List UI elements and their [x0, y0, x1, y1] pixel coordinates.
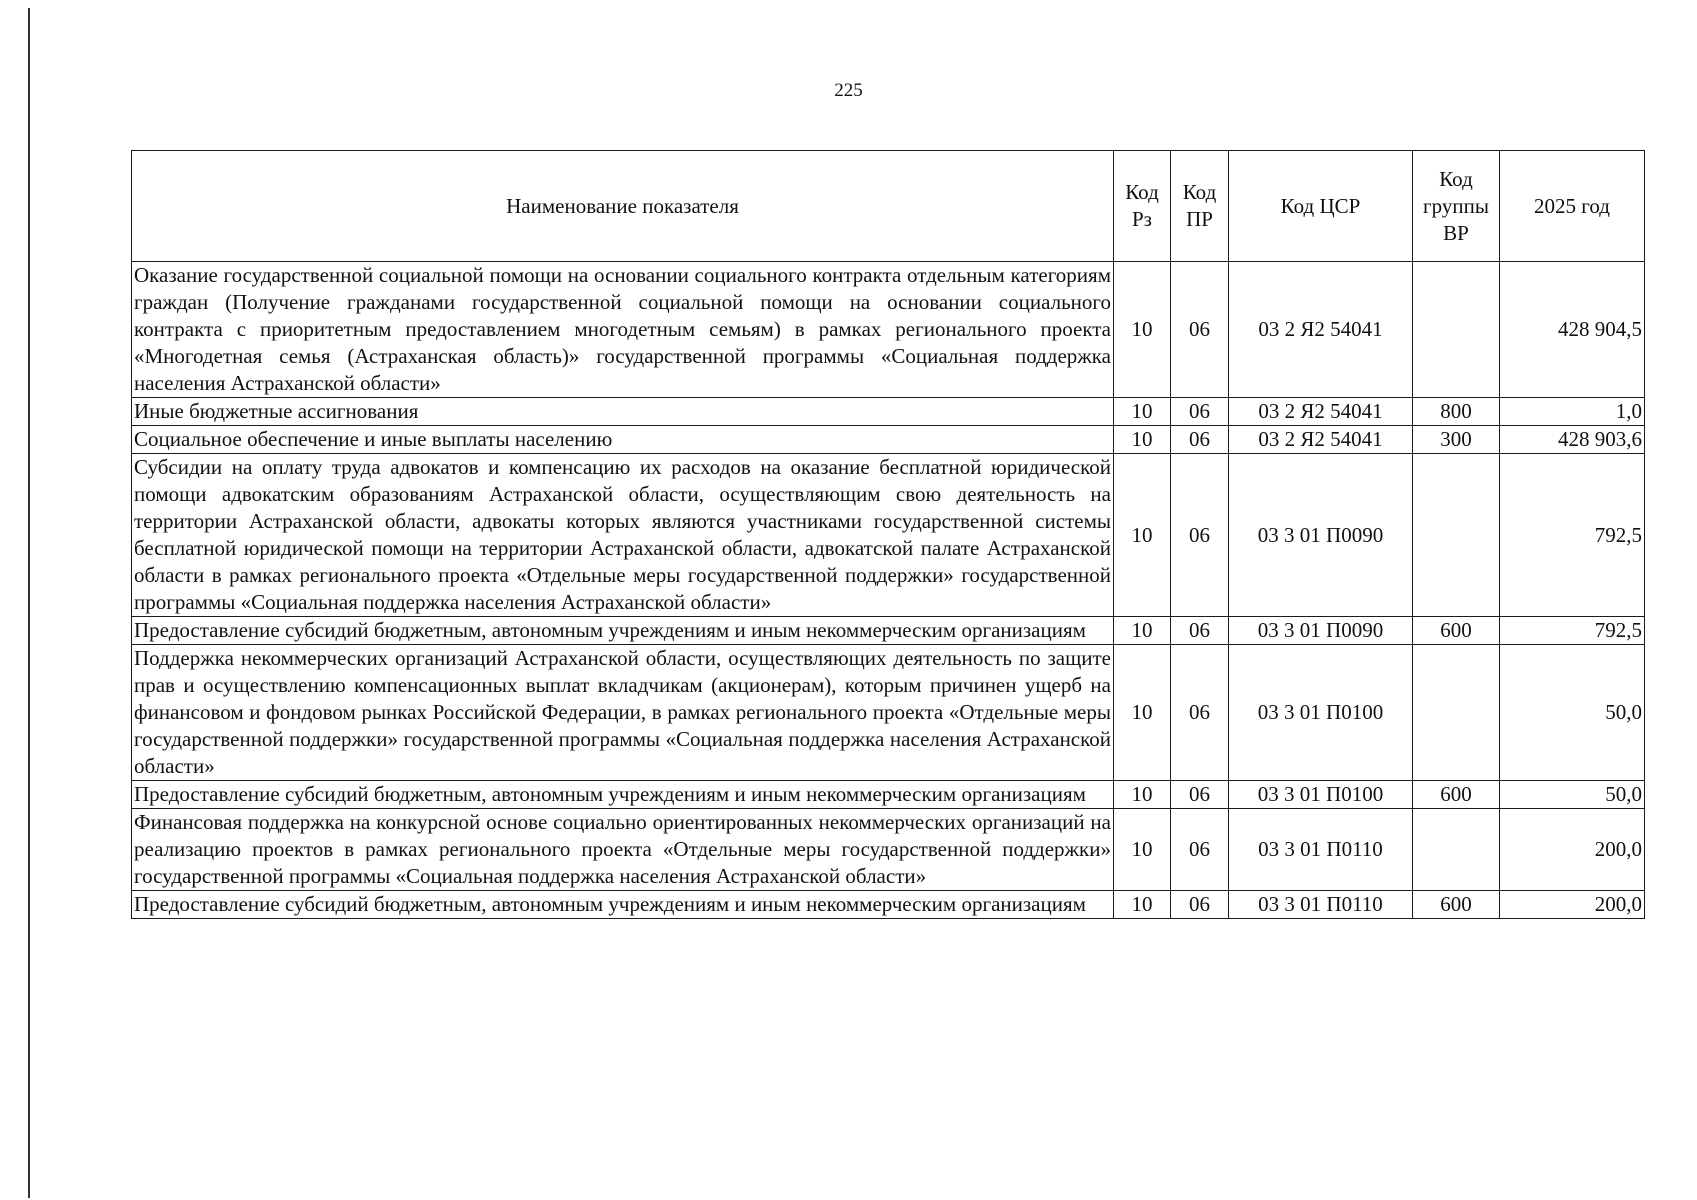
budget-table — [131, 150, 1645, 919]
row-rz: 10 — [1114, 891, 1171, 919]
row-csr: 03 3 01 П0100 — [1229, 781, 1413, 809]
row-name: Субсидии на оплату труда адвокатов и компенсацию их расходов на оказание бесплатной юридической помощи адвокатским образованиям Астраханской области, осуществляющим свою деятельность на территории Астраханской области, адвокаты которых являются участниками государственной системы бесплатной юридической помощи на территории Астраханской области, адвокатской палате Астраханской области в рамках регионального проекта «Отдельные меры государственной поддержки» государственной программы «Социальная поддержка населения Астраханской области» — [132, 454, 1114, 617]
page-number: 225 — [834, 80, 863, 101]
row-rz: 10 — [1114, 617, 1171, 645]
row-csr: 03 3 01 П0090 — [1229, 454, 1413, 617]
row-name: Оказание государственной социальной помощи на основании социального контракта отдельным категориям граждан (Получение гражданами государственной социальной помощи на основании социального контракта с приоритетным предоставлением многодетным семьям) в рамках регионального проекта «Многодетная семья (Астраханская область)» государственной программы «Социальная поддержка населения Астраханской области» — [132, 262, 1114, 398]
row-rz: 10 — [1114, 262, 1171, 398]
table-row — [132, 891, 1645, 919]
row-pr: 06 — [1171, 398, 1229, 426]
row-rz: 10 — [1114, 781, 1171, 809]
row-rz: 10 — [1114, 645, 1171, 781]
row-rz: 10 — [1114, 454, 1171, 617]
row-csr: 03 3 01 П0110 — [1229, 809, 1413, 891]
table-row — [132, 809, 1645, 891]
header-name: Наименование показателя — [132, 151, 1114, 262]
row-pr: 06 — [1171, 426, 1229, 454]
row-csr: 03 2 Я2 54041 — [1229, 426, 1413, 454]
table-row — [132, 645, 1645, 781]
row-vr: 300 — [1413, 426, 1500, 454]
row-amount: 792,5 — [1500, 617, 1645, 645]
row-csr: 03 3 01 П0090 — [1229, 617, 1413, 645]
table-row — [132, 426, 1645, 454]
row-amount: 792,5 — [1500, 454, 1645, 617]
row-name: Финансовая поддержка на конкурсной основе социально ориентированных некоммерческих организаций на реализацию проектов в рамках регионального проекта «Отдельные меры государственной поддержки» государственной программы «Социальная поддержка населения Астраханской области» — [132, 809, 1114, 891]
scan-edge-line — [28, 8, 30, 1198]
row-name: Предоставление субсидий бюджетным, автономным учреждениям и иным некоммерческим организациям — [132, 891, 1114, 919]
row-name: Иные бюджетные ассигнования — [132, 398, 1114, 426]
row-amount: 200,0 — [1500, 809, 1645, 891]
row-rz: 10 — [1114, 398, 1171, 426]
table-header-row — [132, 151, 1645, 262]
row-pr: 06 — [1171, 891, 1229, 919]
row-amount: 428 904,5 — [1500, 262, 1645, 398]
row-pr: 06 — [1171, 617, 1229, 645]
header-vr: Код группы ВР — [1413, 151, 1500, 262]
row-csr: 03 3 01 П0110 — [1229, 891, 1413, 919]
table-row — [132, 398, 1645, 426]
row-csr: 03 2 Я2 54041 — [1229, 262, 1413, 398]
table-row — [132, 454, 1645, 617]
row-name: Поддержка некоммерческих организаций Астраханской области, осуществляющих деятельность по защите прав и осуществлению компенсационных выплат вкладчикам (акционерам), которым причинен ущерб на финансовом и фондовом рынках Российской Федерации, в рамках регионального проекта «Отдельные меры государственной поддержки» государственной программы «Социальная поддержка населения Астраханской области» — [132, 645, 1114, 781]
row-amount: 200,0 — [1500, 891, 1645, 919]
table-row — [132, 617, 1645, 645]
table-row — [132, 781, 1645, 809]
row-pr: 06 — [1171, 781, 1229, 809]
row-vr — [1413, 645, 1500, 781]
row-csr: 03 2 Я2 54041 — [1229, 398, 1413, 426]
row-amount: 50,0 — [1500, 781, 1645, 809]
row-pr: 06 — [1171, 809, 1229, 891]
row-amount: 1,0 — [1500, 398, 1645, 426]
row-vr — [1413, 262, 1500, 398]
table-row — [132, 262, 1645, 398]
header-csr: Код ЦСР — [1229, 151, 1413, 262]
header-year: 2025 год — [1500, 151, 1645, 262]
header-rz: Код Рз — [1114, 151, 1171, 262]
header-pr: Код ПР — [1171, 151, 1229, 262]
row-pr: 06 — [1171, 454, 1229, 617]
row-vr — [1413, 809, 1500, 891]
row-name: Предоставление субсидий бюджетным, автономным учреждениям и иным некоммерческим организациям — [132, 617, 1114, 645]
row-amount: 428 903,6 — [1500, 426, 1645, 454]
row-vr: 600 — [1413, 781, 1500, 809]
row-vr: 600 — [1413, 891, 1500, 919]
row-pr: 06 — [1171, 645, 1229, 781]
row-pr: 06 — [1171, 262, 1229, 398]
row-vr — [1413, 454, 1500, 617]
row-vr: 600 — [1413, 617, 1500, 645]
row-rz: 10 — [1114, 426, 1171, 454]
row-name: Социальное обеспечение и иные выплаты населению — [132, 426, 1114, 454]
row-vr: 800 — [1413, 398, 1500, 426]
row-rz: 10 — [1114, 809, 1171, 891]
row-name: Предоставление субсидий бюджетным, автономным учреждениям и иным некоммерческим организациям — [132, 781, 1114, 809]
row-amount: 50,0 — [1500, 645, 1645, 781]
row-csr: 03 3 01 П0100 — [1229, 645, 1413, 781]
